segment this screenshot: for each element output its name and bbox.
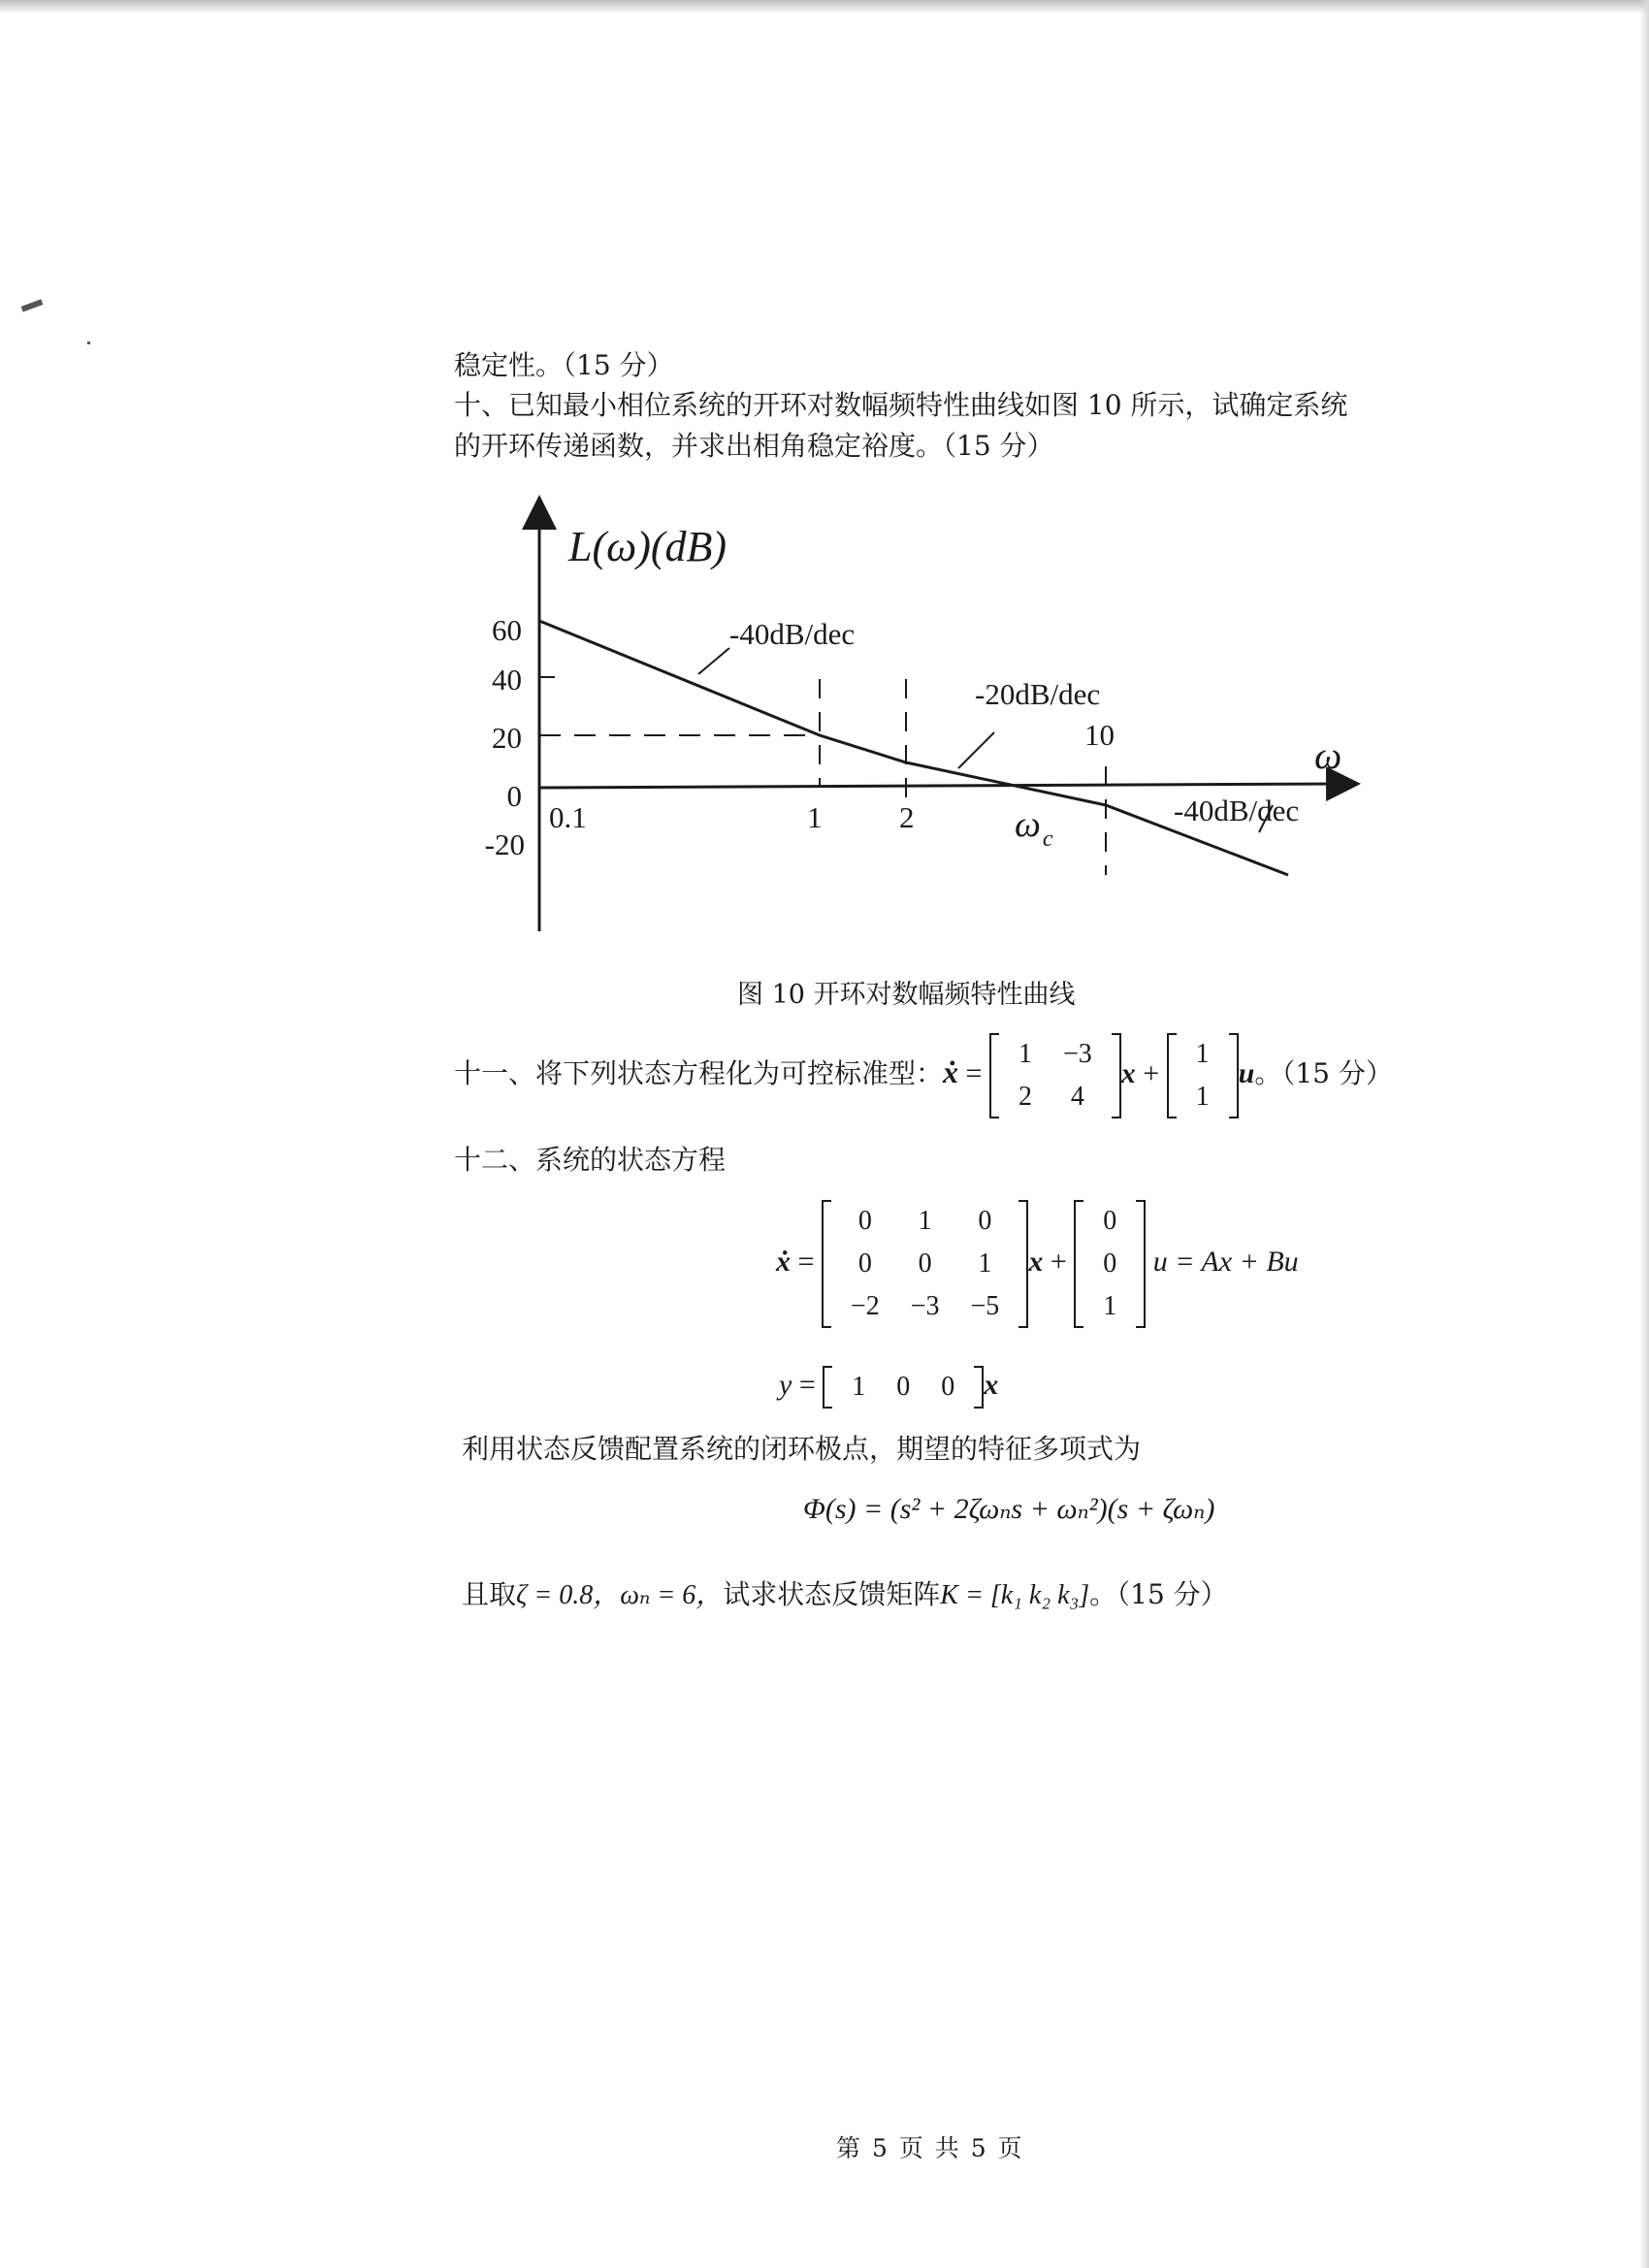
zeta-value: ζ = 0.8， [516,1580,621,1610]
y-tick-label-40: 40 [492,663,522,697]
y-tick-label-neg20: -20 [484,827,525,861]
q11-matrix-b: 1 1 [1167,1033,1239,1118]
q12-text1: 利用状态反馈配置系统的闭环极点，期望的特征多项式为 [462,1433,1142,1465]
q12-matrix-c: 1 0 0 [823,1366,984,1409]
q12-conditions: 且取ζ = 0.8，ωₙ = 6，试求状态反馈矩阵K = [k₁ k₂ k₃]。（15 分） [462,1578,1228,1610]
leader-slope-1 [698,648,729,674]
x-dot: ẋ [776,1246,791,1278]
magnitude-curve [539,621,1288,875]
q11-prefix: 十一、将下列状态方程化为可控标准型： [454,1057,944,1089]
y-tick-label-20: 20 [492,721,522,755]
q10-line1: 十、已知最小相位系统的开环对数幅频特性曲线如图 10 所示，试确定系统 [454,389,1348,421]
q11-line: 十一、将下列状态方程化为可控标准型：ẋ = 1 −3 2 4 x + 1 1 u。（15 分） [454,1023,1393,1120]
q12-state-equation: ẋ = 0 1 0 0 0 1 −2 −3 −5 x + 0 0 1 u = Ax + Bu [776,1188,1299,1336]
q11-suffix: 。（15 分） [1254,1057,1393,1089]
leader-slope-2 [958,732,994,768]
page-number: 第 5 页 共 5 页 [836,2134,1024,2162]
slope-label-1: -40dB/dec [729,617,856,651]
x-tick-label-10: 10 [1084,718,1115,752]
q12-matrix-b: 0 0 1 [1074,1200,1146,1328]
q12-title: 十二、系统的状态方程 [454,1144,727,1176]
y-tick-label-60: 60 [492,613,522,647]
x-tick-label-0.1: 0.1 [549,800,587,834]
q12-output-equation: y = 1 0 0 x [779,1358,998,1412]
x-dot: ẋ [943,1054,959,1089]
x-axis [539,784,1343,788]
q10-line2: 的开环传递函数，并求出相角稳定裕度。（15 分） [454,430,1054,462]
y-axis-label: L(ω)(dB) [568,523,728,570]
bode-magnitude-figure [0,0,1649,970]
q12-matrix-a: 0 1 0 0 0 1 −2 −3 −5 [822,1200,1028,1328]
y-tick-label-0: 0 [506,779,522,813]
x-tick-label-1: 1 [807,800,823,834]
feedback-matrix-k: K = [k₁ k₂ k₃] [940,1580,1090,1610]
q11-matrix-a: 1 −3 2 4 [989,1033,1121,1118]
slope-label-2: -20dB/dec [975,677,1101,711]
slope-label-3: -40dB/dec [1174,794,1300,827]
x-tick-label-2: 2 [899,800,915,834]
x-axis-label: ω [1314,733,1342,777]
q12-characteristic-polynomial: Φ(s) = (s² + 2ζωₙs + ωₙ²)(s + ζωₙ) [803,1493,1215,1525]
q12-eq-tail: u = Ax + Bu [1152,1246,1299,1278]
header-text: 稳定性。（15 分） [454,349,674,381]
crossover-label: $\omega_c$ [1015,804,1053,852]
omega-n-value: ωₙ = 6， [620,1580,724,1610]
figure-caption: 图 10 开环对数幅频特性曲线 [737,980,1076,1010]
